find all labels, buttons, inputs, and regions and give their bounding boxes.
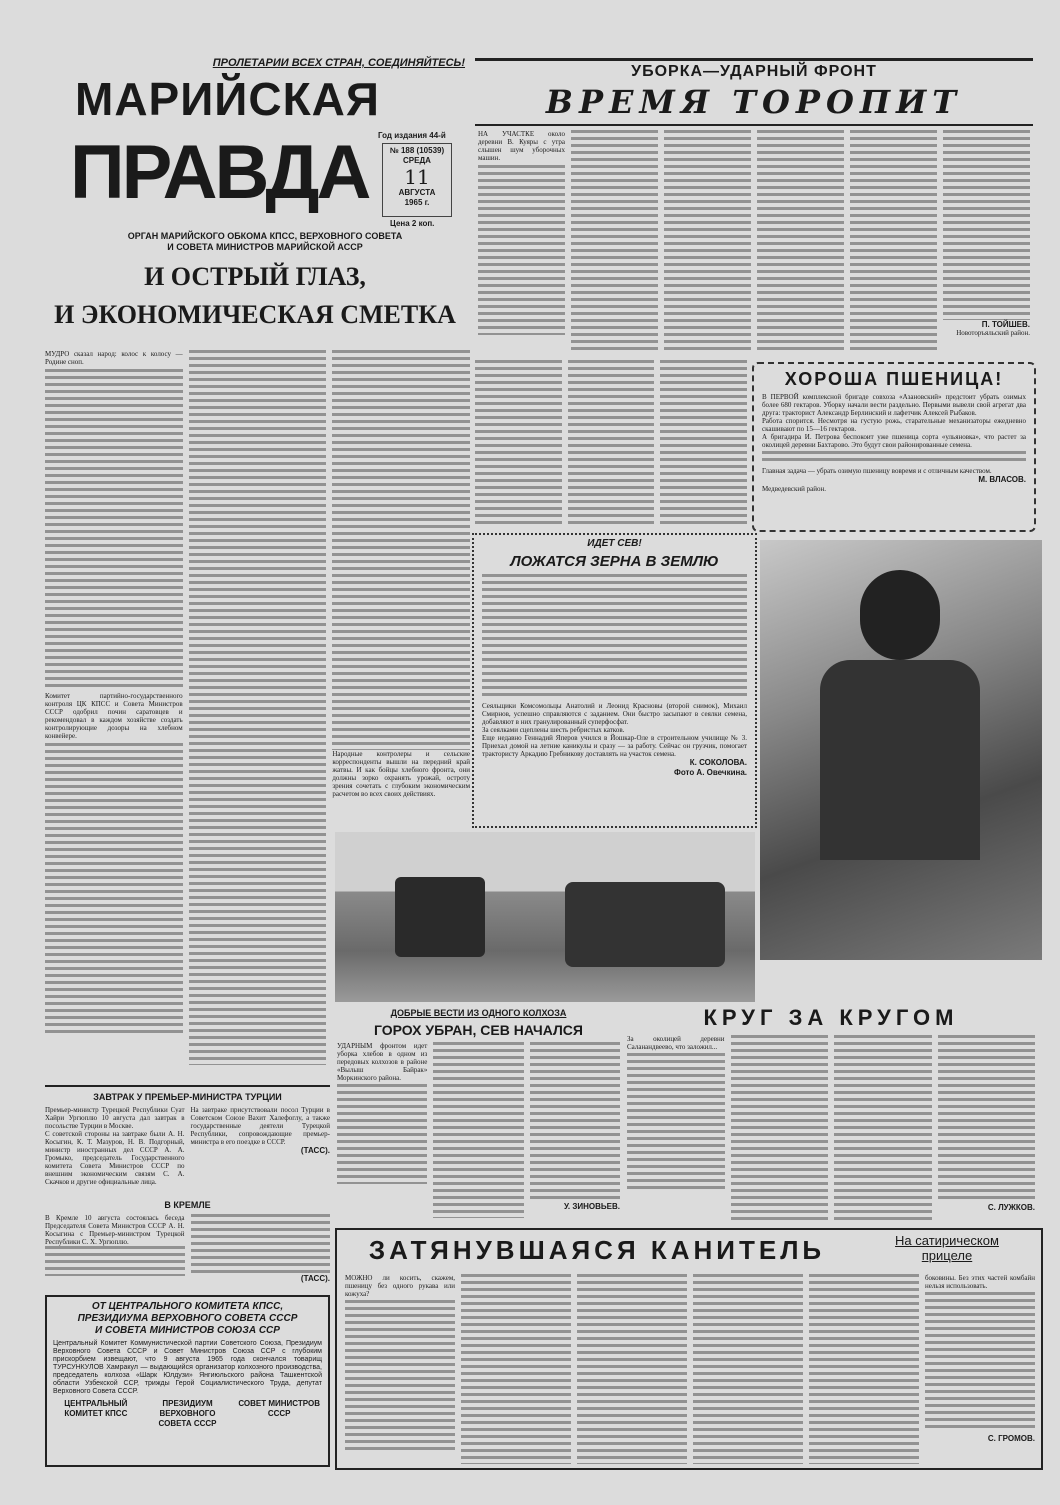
paragraph: Центральный Комитет Коммунистической партии Советского Союза, Президиум Верховного Совета СССР и Совет Министров Союза ССР с глубоким прискорбием извещают, что 9 августа 1965 года скончался товарищ ТУРСУНКУЛОВ Хамракул — выдающийся организатор колхозного производства, председатель колхоза «Шарк Юлдузи» Янгиюльского района Ташкентской области Узбекской ССР, трижды Герой Социалистического Труда, депутат Верховного Совета СССР. (53, 1340, 322, 1395)
tractor-photo (335, 832, 755, 1002)
sowing-box (472, 533, 757, 828)
peas-headline: ГОРОХ УБРАН, СЕВ НАЧАЛСЯ (374, 1022, 583, 1038)
harvest-rubric: УБОРКА—УДАРНЫЙ ФРОНТ (631, 63, 877, 80)
source: (ТАСС). (300, 1274, 330, 1283)
kremlin-article (45, 1200, 330, 1284)
breakfast-headline: ЗАВТРАК У ПРЕМЬЕР-МИНИСТРА ТУРЦИИ (93, 1092, 282, 1102)
kremlin-headline: В КРЕМЛЕ (164, 1200, 211, 1210)
weekday: СРЕДА (403, 156, 431, 165)
paragraph: А бригадира И. Петрова беспокоит уже пшеница сорта «ульяновка», что растет за околицей деревни Бахтарово. Это будут свои районированные семена. (762, 433, 1026, 449)
headline-line: ОТ ЦЕНТРАЛЬНОГО КОМИТЕТА КПСС, (91, 1301, 284, 1312)
title-line1: МАРИЙСКАЯ (75, 73, 380, 125)
satire-headline: ЗАТЯНУВШАЯСЯ КАНИТЕЛЬ (368, 1235, 826, 1265)
breakfast-article (45, 1092, 330, 1186)
paragraph: За сеялками сцеплены шесть ребристых катков. (482, 726, 625, 734)
paragraph: Премьер-министр Турецкой Республики Суат Хайри Ургюплю 10 августа дал завтрак в посольстве Турции в Москве. (45, 1106, 185, 1130)
wheat-box (752, 362, 1036, 532)
signature: С. ГРОМОВ. (987, 1434, 1035, 1443)
sowing-rubric: ИДЕТ СЕВ! (587, 538, 642, 549)
paragraph: боковины. Без этих частей комбайн нельзя использовать. (925, 1274, 1035, 1290)
headline-line: И ОСТРЫЙ ГЛАЗ, (144, 262, 366, 291)
masthead (60, 55, 470, 253)
rubric-line: На сатирическом (895, 1233, 999, 1248)
satire-article (335, 1228, 1043, 1470)
harvest-lead: НА УЧАСТКЕ около деревни В. Куяры с утра слышен шум уборочных машин. (478, 130, 565, 162)
obituary-box (45, 1295, 330, 1467)
divider (475, 124, 1033, 126)
harvest-continuation (475, 360, 747, 528)
sowing-headline: ЛОЖАТСЯ ЗЕРНА В ЗЕМЛЮ (510, 553, 719, 570)
year-of-publication: Год издания 44-й (378, 131, 446, 140)
paragraph: Комитет партийно-государственного контроля ЦК КПСС и Совета Министров СССР одобрил почин саратовцев и рекомендовал в каждом хозяйстве создать контролирующие дозоры на хлебном конвейере. (45, 692, 183, 740)
signature: К. СОКОЛОВА. (689, 758, 747, 767)
paragraph: Работа спорится. Несмотря на густую рожь, старательные механизаторы ежедневно скашивают по 15—16 гектаров. (762, 417, 1026, 433)
wheat-headline: ХОРОША ПШЕНИЦА! (784, 369, 1004, 389)
signature: П. ТОЙШЕВ. (981, 320, 1030, 329)
slogan: ПРОЛЕТАРИИ ВСЕХ СТРАН, СОЕДИНЯЙТЕСЬ! (212, 57, 465, 69)
place: Медведевский район. (762, 485, 827, 493)
peas-rubric: ДОБРЫЕ ВЕСТИ ИЗ ОДНОГО КОЛХОЗА (390, 1008, 567, 1018)
headline-line: И ЭКОНОМИЧЕСКАЯ СМЕТКА (54, 300, 456, 329)
price: Цена 2 коп. (390, 219, 435, 228)
divider (475, 58, 1033, 61)
paragraph: Главная задача — убрать озимую пшеницу вовремя и с отличным качеством. (762, 467, 992, 475)
paragraph: Народные контролеры и сельские корреспонденты вышли на передний край жатвы. И как бойцы хлебного фронта, они должны зорко охранять урожай, остроту зрения сочетать с глубоким экономическим расчетом во всех своих действиях. (332, 750, 471, 798)
signature: М. ВЛАСОВ. (978, 475, 1026, 484)
mechanic-photo (760, 540, 1042, 960)
month: АВГУСТА (398, 188, 436, 197)
issue-number: № 188 (10539) (389, 146, 445, 155)
paragraph: На завтраке присутствовали посол Турции в Советском Союзе Вахит Халефоглу, а также государственные деятели Турецкой Республики, сопровождающие премьер-министра в его поездке в СССР. (190, 1106, 330, 1146)
organ-line1: ОРГАН МАРИЙСКОГО ОБКОМА КПСС, ВЕРХОВНОГО СОВЕТА (127, 231, 403, 241)
paragraph: В Кремле 10 августа состоялась беседа Председателя Совета Министров СССР А. Н. Косыгина с Премьер-министром Турецкой Республики С. Х. Ургюплю. (45, 1214, 185, 1246)
photo-credit: Фото А. Овечкина. (673, 768, 747, 777)
signature: У. ЗИНОВЬЕВ. (563, 1202, 620, 1211)
year: 1965 г. (404, 198, 430, 207)
paragraph: МУДРО сказал народ: колос к колосу — Родине сноп. (45, 350, 183, 366)
paragraph: Сеяльщики Комсомольцы Анатолий и Леонид Красновы (второй снимок), Михаил Смирнов, успешно справляются с заданием. Они быстро засыпают в сеялки семена, добавляют в них гранулированный суперфосфат. (482, 702, 747, 726)
paragraph: За околицей деревни Саланандвеево, что заложил... (627, 1035, 725, 1051)
paragraph: Еще недавно Геннадий Яперов учился в Йошкар-Оле в строительном училище № 3. Приехал домой на летние каникулы и сразу — за работу. Сейчас он грузчик, помогает трактористу Аркадию Гребникову доставлять на участок семена. (482, 734, 747, 758)
headline-line: И СОВЕТА МИНИСТРОВ СОЮЗА ССР (95, 1325, 280, 1336)
signatory: ПРЕЗИДИУМ ВЕРХОВНОГО СОВЕТА СССР (158, 1399, 217, 1428)
day: 11 (404, 165, 430, 189)
paragraph: УДАРНЫМ фронтом идет уборка хлебов в одном из передовых колхозов в районе «Вылыш Байрак» Моркинского района. (337, 1042, 428, 1082)
satire-rubric (857, 1233, 1037, 1263)
paragraph: В ПЕРВОЙ комплексной бригаде совхоза «Азановский» предстоит убрать озимых более 680 гектаров. Уборку начали вести раздельно. Первыми вывели свой агрегат два друга: тракторист Александр Берлинский и лафетчик Алексей Рыбаков. (762, 393, 1026, 417)
signature: С. ЛУЖКОВ. (987, 1203, 1035, 1212)
organ-line2: И СОВЕТА МИНИСТРОВ МАРИЙСКОЙ АССР (167, 242, 363, 252)
harvest-article (478, 130, 1030, 352)
circle-headline: КРУГ ЗА КРУГОМ (703, 1005, 959, 1030)
rubric-line: прицеле (921, 1248, 973, 1263)
place: Новоторъяльский район. (956, 329, 1030, 337)
headline-line: ПРЕЗИДИУМА ВЕРХОВНОГО СОВЕТА СССР (77, 1313, 298, 1324)
title-line2: ПРАВДА (70, 130, 369, 215)
source: (ТАСС). (300, 1146, 330, 1155)
lead-headline (45, 258, 465, 334)
issue-box (382, 143, 452, 217)
paragraph: МОЖНО ли косить, скажем, пшеницу без одного рукава или кожуха? (345, 1274, 455, 1298)
harvest-headline: ВРЕМЯ ТОРОПИТ (545, 83, 963, 121)
divider (45, 1085, 330, 1087)
circle-article (627, 1005, 1035, 1225)
signatory: СОВЕТ МИНИСТРОВ СССР (238, 1399, 321, 1418)
paragraph: С советской стороны на завтраке были А. Н. Косыгин, К. Т. Мазуров, Н. В. Подгорный, министр иностранных дел СССР А. А. Громыко, председатель Государственного комитета Совета Министров СССР по внешним экономическим связям С. А. Скачков и другие официальные лица. (45, 1130, 185, 1186)
peas-article (337, 1008, 620, 1223)
signatory: ЦЕНТРАЛЬНЫЙ КОМИТЕТ КПСС (64, 1399, 128, 1418)
